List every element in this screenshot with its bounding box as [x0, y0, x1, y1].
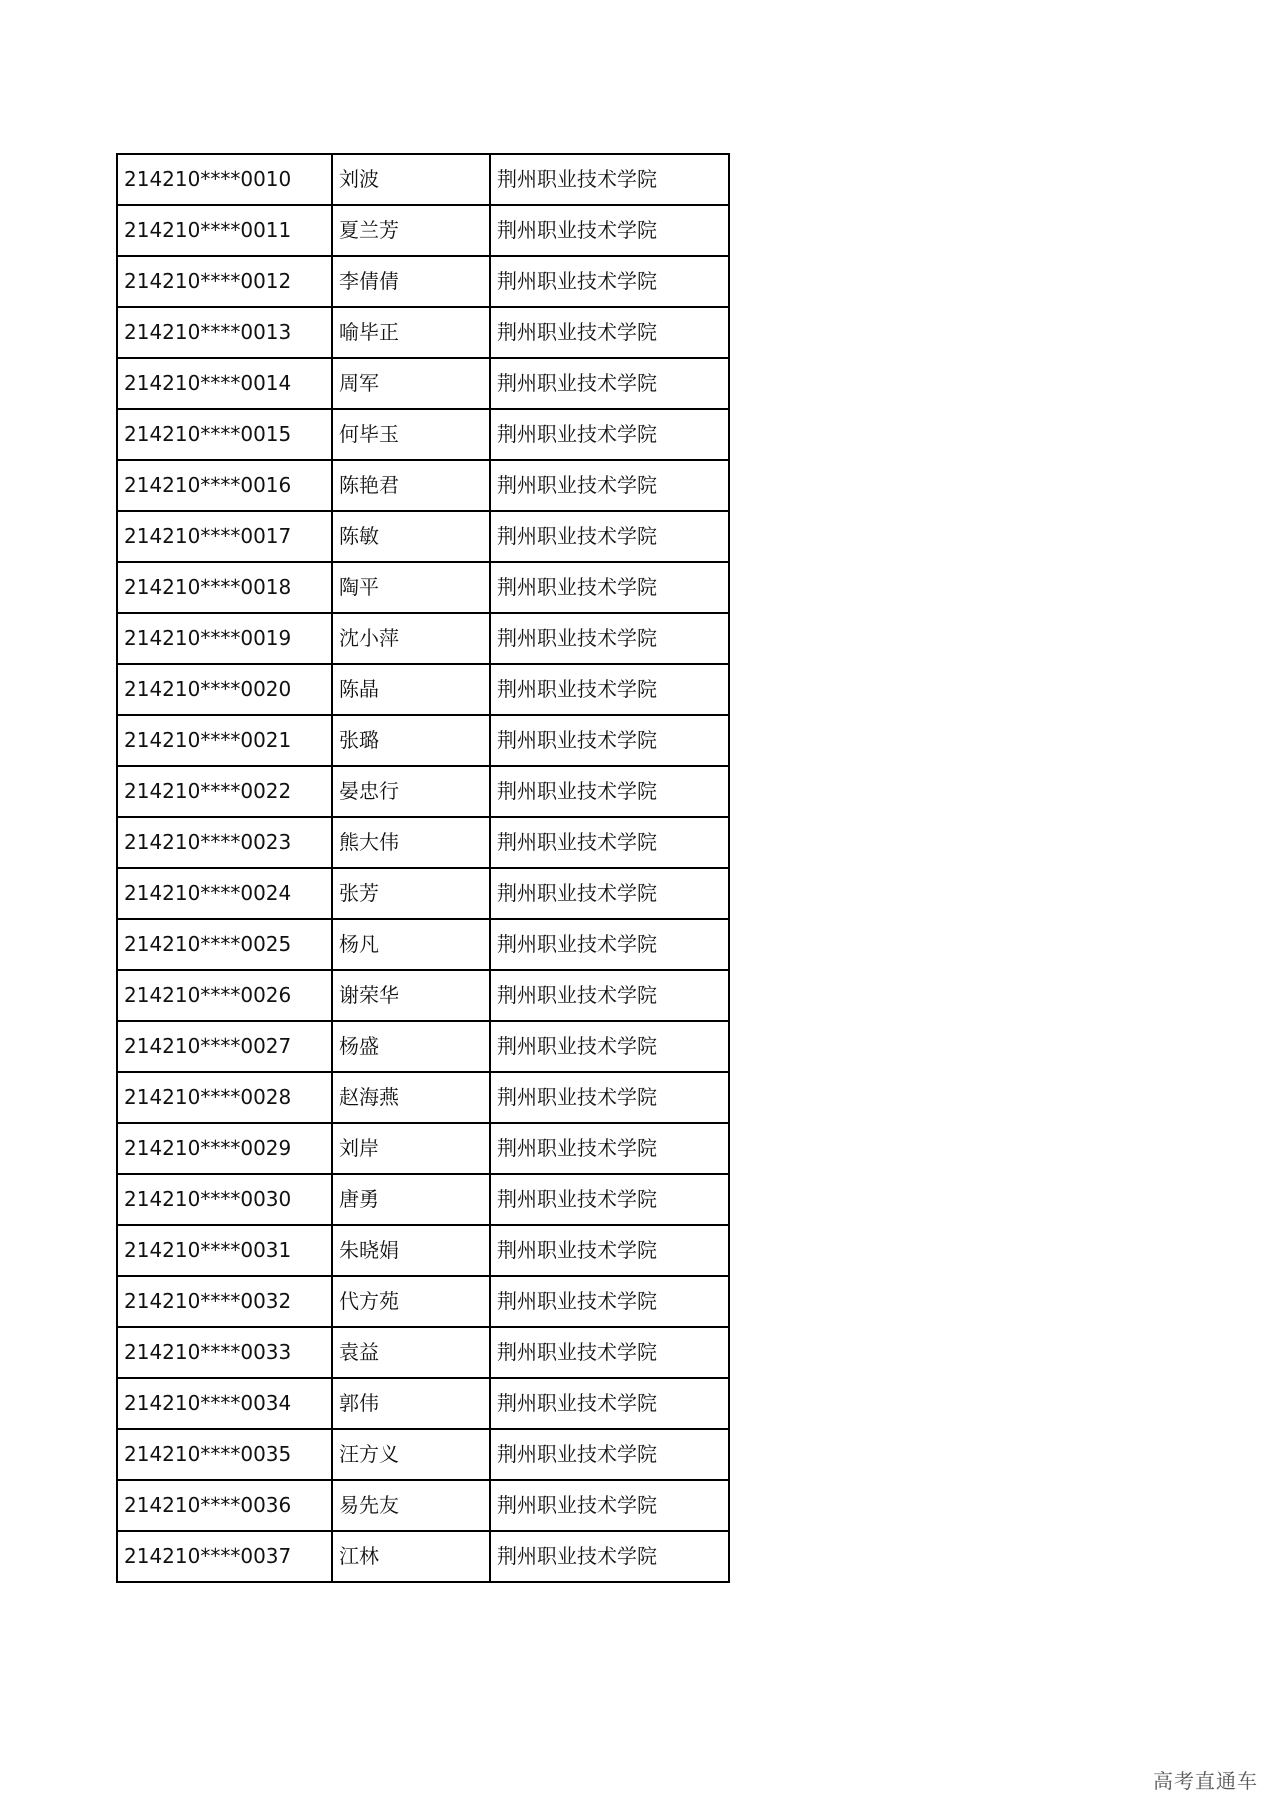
candidate-id-cell: 214210****0021 [117, 715, 332, 766]
candidate-name-cell: 刘波 [332, 154, 490, 205]
candidate-name-cell: 陈晶 [332, 664, 490, 715]
candidate-name-cell: 李倩倩 [332, 256, 490, 307]
candidate-id-cell: 214210****0026 [117, 970, 332, 1021]
table-row [117, 409, 729, 460]
candidate-name-cell: 夏兰芳 [332, 205, 490, 256]
school-name-cell: 荆州职业技术学院 [490, 358, 729, 409]
table-row [117, 970, 729, 1021]
candidate-id-cell: 214210****0020 [117, 664, 332, 715]
candidate-id-cell: 214210****0015 [117, 409, 332, 460]
candidate-id-cell: 214210****0022 [117, 766, 332, 817]
table-row [117, 460, 729, 511]
candidate-name-cell: 赵海燕 [332, 1072, 490, 1123]
table-row [117, 1225, 729, 1276]
candidate-name-cell: 唐勇 [332, 1174, 490, 1225]
candidate-name-cell: 汪方义 [332, 1429, 490, 1480]
school-name-cell: 荆州职业技术学院 [490, 1327, 729, 1378]
school-name-cell: 荆州职业技术学院 [490, 1429, 729, 1480]
candidate-id-cell: 214210****0013 [117, 307, 332, 358]
candidate-id-cell: 214210****0024 [117, 868, 332, 919]
candidate-id-cell: 214210****0030 [117, 1174, 332, 1225]
candidate-name-cell: 江林 [332, 1531, 490, 1582]
table-row [117, 1327, 729, 1378]
candidate-id-cell: 214210****0017 [117, 511, 332, 562]
candidate-id-cell: 214210****0025 [117, 919, 332, 970]
candidate-name-cell: 杨盛 [332, 1021, 490, 1072]
candidate-name-cell: 何毕玉 [332, 409, 490, 460]
school-name-cell: 荆州职业技术学院 [490, 1276, 729, 1327]
table-row [117, 766, 729, 817]
school-name-cell: 荆州职业技术学院 [490, 970, 729, 1021]
table-row [117, 1531, 729, 1582]
school-name-cell: 荆州职业技术学院 [490, 1021, 729, 1072]
table-row [117, 1276, 729, 1327]
school-name-cell: 荆州职业技术学院 [490, 511, 729, 562]
school-name-cell: 荆州职业技术学院 [490, 919, 729, 970]
candidate-id-cell: 214210****0018 [117, 562, 332, 613]
candidate-name-cell: 陈艳君 [332, 460, 490, 511]
candidate-name-cell: 晏忠行 [332, 766, 490, 817]
school-name-cell: 荆州职业技术学院 [490, 613, 729, 664]
table-row [117, 715, 729, 766]
table-row [117, 1174, 729, 1225]
school-name-cell: 荆州职业技术学院 [490, 205, 729, 256]
candidate-name-cell: 朱晓娟 [332, 1225, 490, 1276]
school-name-cell: 荆州职业技术学院 [490, 715, 729, 766]
candidate-id-cell: 214210****0016 [117, 460, 332, 511]
candidate-id-cell: 214210****0027 [117, 1021, 332, 1072]
table-row [117, 1378, 729, 1429]
candidate-name-cell: 熊大伟 [332, 817, 490, 868]
candidate-id-cell: 214210****0011 [117, 205, 332, 256]
table-row [117, 919, 729, 970]
candidate-id-cell: 214210****0031 [117, 1225, 332, 1276]
school-name-cell: 荆州职业技术学院 [490, 868, 729, 919]
candidate-name-cell: 张璐 [332, 715, 490, 766]
school-name-cell: 荆州职业技术学院 [490, 460, 729, 511]
school-name-cell: 荆州职业技术学院 [490, 817, 729, 868]
table-row [117, 1480, 729, 1531]
candidate-name-cell: 陈敏 [332, 511, 490, 562]
candidate-name-cell: 杨凡 [332, 919, 490, 970]
candidate-name-cell: 周军 [332, 358, 490, 409]
table-row [117, 1123, 729, 1174]
school-name-cell: 荆州职业技术学院 [490, 1480, 729, 1531]
school-name-cell: 荆州职业技术学院 [490, 409, 729, 460]
watermark-text: 高考直通车 [1153, 1769, 1258, 1793]
candidate-id-cell: 214210****0034 [117, 1378, 332, 1429]
candidate-id-cell: 214210****0023 [117, 817, 332, 868]
candidate-id-cell: 214210****0010 [117, 154, 332, 205]
school-name-cell: 荆州职业技术学院 [490, 1531, 729, 1582]
candidate-id-cell: 214210****0028 [117, 1072, 332, 1123]
table-row [117, 562, 729, 613]
candidate-id-cell: 214210****0032 [117, 1276, 332, 1327]
candidate-name-cell: 代方苑 [332, 1276, 490, 1327]
candidate-id-cell: 214210****0014 [117, 358, 332, 409]
candidate-name-cell: 郭伟 [332, 1378, 490, 1429]
roster-table [116, 153, 730, 1583]
candidate-id-cell: 214210****0037 [117, 1531, 332, 1582]
school-name-cell: 荆州职业技术学院 [490, 1174, 729, 1225]
table-row [117, 868, 729, 919]
table-row [117, 154, 729, 205]
table-row [117, 664, 729, 715]
table-row [117, 358, 729, 409]
school-name-cell: 荆州职业技术学院 [490, 562, 729, 613]
table-row [117, 1072, 729, 1123]
school-name-cell: 荆州职业技术学院 [490, 1378, 729, 1429]
candidate-id-cell: 214210****0033 [117, 1327, 332, 1378]
school-name-cell: 荆州职业技术学院 [490, 307, 729, 358]
candidate-name-cell: 刘岸 [332, 1123, 490, 1174]
table-row [117, 307, 729, 358]
candidate-name-cell: 谢荣华 [332, 970, 490, 1021]
school-name-cell: 荆州职业技术学院 [490, 256, 729, 307]
candidate-id-cell: 214210****0036 [117, 1480, 332, 1531]
candidate-name-cell: 陶平 [332, 562, 490, 613]
candidate-id-cell: 214210****0035 [117, 1429, 332, 1480]
roster-table-body [117, 154, 729, 1582]
candidate-id-cell: 214210****0019 [117, 613, 332, 664]
school-name-cell: 荆州职业技术学院 [490, 664, 729, 715]
school-name-cell: 荆州职业技术学院 [490, 154, 729, 205]
candidate-name-cell: 袁益 [332, 1327, 490, 1378]
candidate-name-cell: 张芳 [332, 868, 490, 919]
school-name-cell: 荆州职业技术学院 [490, 1123, 729, 1174]
table-row [117, 205, 729, 256]
candidate-name-cell: 易先友 [332, 1480, 490, 1531]
school-name-cell: 荆州职业技术学院 [490, 1225, 729, 1276]
candidate-name-cell: 喻毕正 [332, 307, 490, 358]
candidate-id-cell: 214210****0029 [117, 1123, 332, 1174]
candidate-id-cell: 214210****0012 [117, 256, 332, 307]
table-row [117, 1021, 729, 1072]
table-row [117, 613, 729, 664]
school-name-cell: 荆州职业技术学院 [490, 766, 729, 817]
table-row [117, 511, 729, 562]
table-row [117, 256, 729, 307]
table-row [117, 817, 729, 868]
table-row [117, 1429, 729, 1480]
candidate-name-cell: 沈小萍 [332, 613, 490, 664]
school-name-cell: 荆州职业技术学院 [490, 1072, 729, 1123]
